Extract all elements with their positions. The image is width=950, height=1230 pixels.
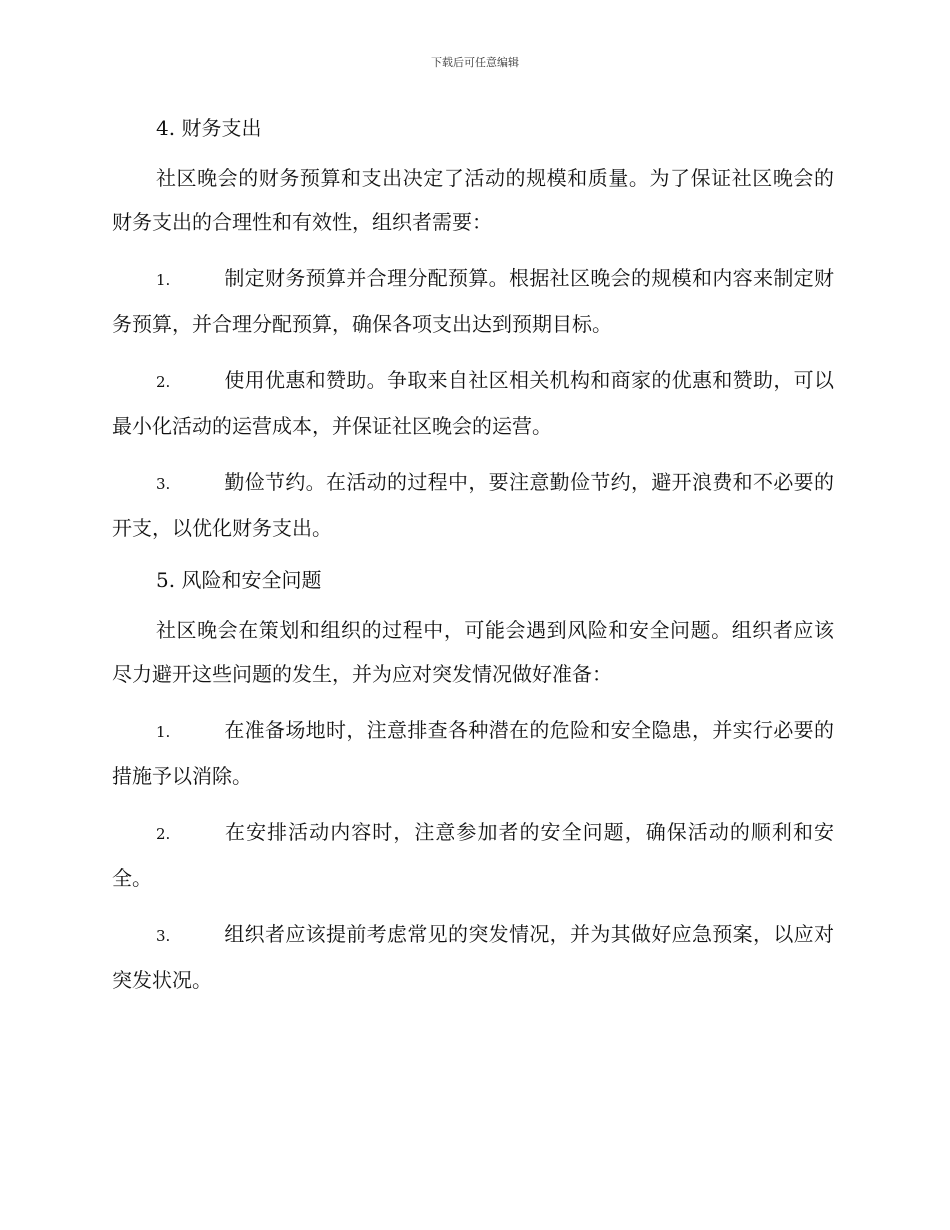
list-item-text: 在准备场地时，注意排查各种潜在的危险和安全隐患，并实行必要的措施予以消除。 — [112, 718, 834, 788]
list-item-number: 3. — [156, 927, 171, 945]
list-item — [112, 358, 834, 448]
list-item-number: 1. — [156, 723, 171, 741]
list-item — [112, 460, 834, 550]
list-item-text: 勤俭节约。在活动的过程中，要注意勤俭节约，避开浪费和不必要的开支，以优化财务支出。 — [112, 470, 834, 540]
page-header: 下载后可任意编辑 — [431, 56, 519, 69]
list-item — [112, 810, 834, 900]
list-item-text: 制定财务预算并合理分配预算。根据社区晚会的规模和内容来制定财务预算，并合理分配预算，确保各项支出达到预期目标。 — [112, 266, 834, 336]
list-item-number: 2. — [156, 825, 171, 843]
list-item-number: 3. — [156, 475, 171, 493]
section-intro-risk: 社区晚会在策划和组织的过程中，可能会遇到风险和安全问题。组织者应该尽力避开这些问题的发生，并为应对突发情况做好准备： — [112, 618, 834, 686]
document-body — [112, 110, 834, 1002]
section-heading-risk: 5. 风险和安全问题 — [156, 568, 322, 592]
list-item-text: 组织者应该提前考虑常见的突发情况，并为其做好应急预案，以应对突发状况。 — [112, 922, 834, 992]
list-item — [112, 708, 834, 798]
list-item — [112, 256, 834, 346]
section-intro-finance: 社区晚会的财务预算和支出决定了活动的规模和质量。为了保证社区晚会的财务支出的合理性和有效性，组织者需要： — [112, 166, 834, 234]
list-item — [112, 912, 834, 1002]
list-item-number: 1. — [156, 271, 171, 289]
list-item-text: 在安排活动内容时，注意参加者的安全问题，确保活动的顺利和安全。 — [112, 820, 834, 890]
section-heading-finance: 4. 财务支出 — [156, 116, 262, 140]
list-item-number: 2. — [156, 373, 171, 391]
list-item-text: 使用优惠和赞助。争取来自社区相关机构和商家的优惠和赞助，可以最小化活动的运营成本，并保证社区晚会的运营。 — [112, 368, 834, 438]
